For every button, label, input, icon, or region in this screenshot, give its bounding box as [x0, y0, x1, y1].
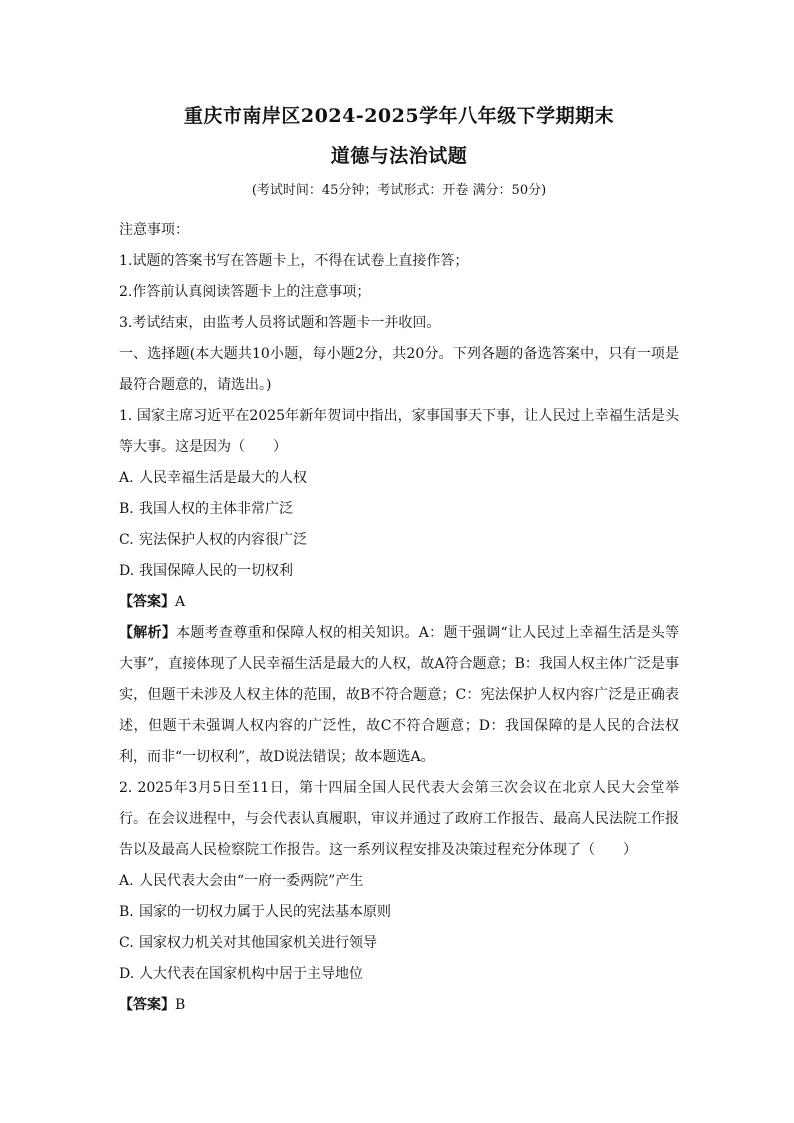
analysis-block: [119, 618, 679, 773]
option-text: 宪法保护人权的内容很广泛: [139, 532, 307, 548]
option-text: 我国人权的主体非常广泛: [139, 501, 293, 517]
page-subtitle: 道德与法治试题: [330, 145, 468, 167]
option-c: [119, 928, 679, 959]
option-b: [119, 897, 679, 928]
option-letter: C.: [119, 532, 134, 548]
option-letter: D.: [119, 966, 135, 982]
option-a: [119, 463, 679, 494]
option-text: 人民代表大会由“一府一委两院”产生: [139, 873, 364, 889]
option-letter: A.: [119, 873, 134, 889]
analysis-text: 本题考查尊重和保障人权的相关知识。A：题干强调“让人民过上幸福生活是头等大事”，直接体现了人民幸福生活是最大的人权，故A符合题意；B：我国人权主体广泛是事实，但题干未涉及人权主体的范围，故B不符合题意；C：宪法保护人权内容广泛是正确表述，但题干未强调人权内容的广泛性，故C不符合题意；D：我国保障的是人民的合法权利，而非“一切权利”，故D说法错误；故本题选A。: [119, 625, 680, 765]
question-stem: 1. 国家主席习近平在2025年新年贺词中指出，家事国事天下事，让人民过上幸福生活是头等大事。这是因为（ ）: [119, 408, 679, 455]
option-text: 人民幸福生活是最大的人权: [139, 470, 307, 486]
option-a: [119, 866, 679, 897]
answer-label: 【答案】: [119, 997, 175, 1013]
option-text: 国家权力机关对其他国家机关进行领导: [139, 935, 377, 951]
page-title: 重庆市南岸区2024-2025学年八年级下学期期末: [183, 105, 615, 127]
answer-label: 【答案】: [119, 594, 175, 610]
option-letter: B.: [119, 904, 134, 920]
option-d: [119, 959, 679, 990]
question-2: [119, 773, 679, 1021]
answer-line: [119, 587, 679, 618]
option-d: [119, 556, 679, 587]
analysis-label: 【解析】: [119, 625, 177, 641]
question-stem: 2. 2025年3月5日至11日，第十四届全国人民代表大会第三次会议在北京人民大会堂举行。在会议进程中，与会代表认真履职，审议并通过了政府工作报告、最高人民法院工作报告以及最高人民检察院工作报告。这一系列议程安排及决策过程充分体现了（ ）: [119, 780, 679, 858]
option-letter: B.: [119, 501, 134, 517]
note-item: 1.试题的答案书写在答题卡上，不得在试卷上直接作答；: [119, 253, 469, 269]
option-letter: D.: [119, 563, 135, 579]
answer-value: A: [175, 594, 186, 610]
answer-line: [119, 990, 679, 1021]
exam-info: (考试时间：45分钟；考试形式：开卷 满分：50分): [251, 183, 547, 198]
question-1: [119, 401, 679, 773]
option-text: 国家的一切权力属于人民的宪法基本原则: [139, 904, 391, 920]
option-letter: C.: [119, 935, 134, 951]
page-content: [119, 100, 679, 1021]
option-c: [119, 525, 679, 556]
note-item: 3.考试结束，由监考人员将试题和答题卡一并收回。: [119, 315, 441, 331]
option-text: 人大代表在国家机构中居于主导地位: [139, 966, 363, 982]
answer-value: B: [175, 997, 186, 1013]
option-text: 我国保障人民的一切权利: [139, 563, 293, 579]
section-intro: 一、选择题(本大题共10小题，每小题2分，共20分。下列各题的备选答案中，只有一项是最符合题意的，请选出。): [119, 346, 679, 393]
option-b: [119, 494, 679, 525]
notes-heading: 注意事项：: [119, 222, 189, 238]
option-letter: A.: [119, 470, 134, 486]
note-item: 2.作答前认真阅读答题卡上的注意事项；: [119, 284, 371, 300]
